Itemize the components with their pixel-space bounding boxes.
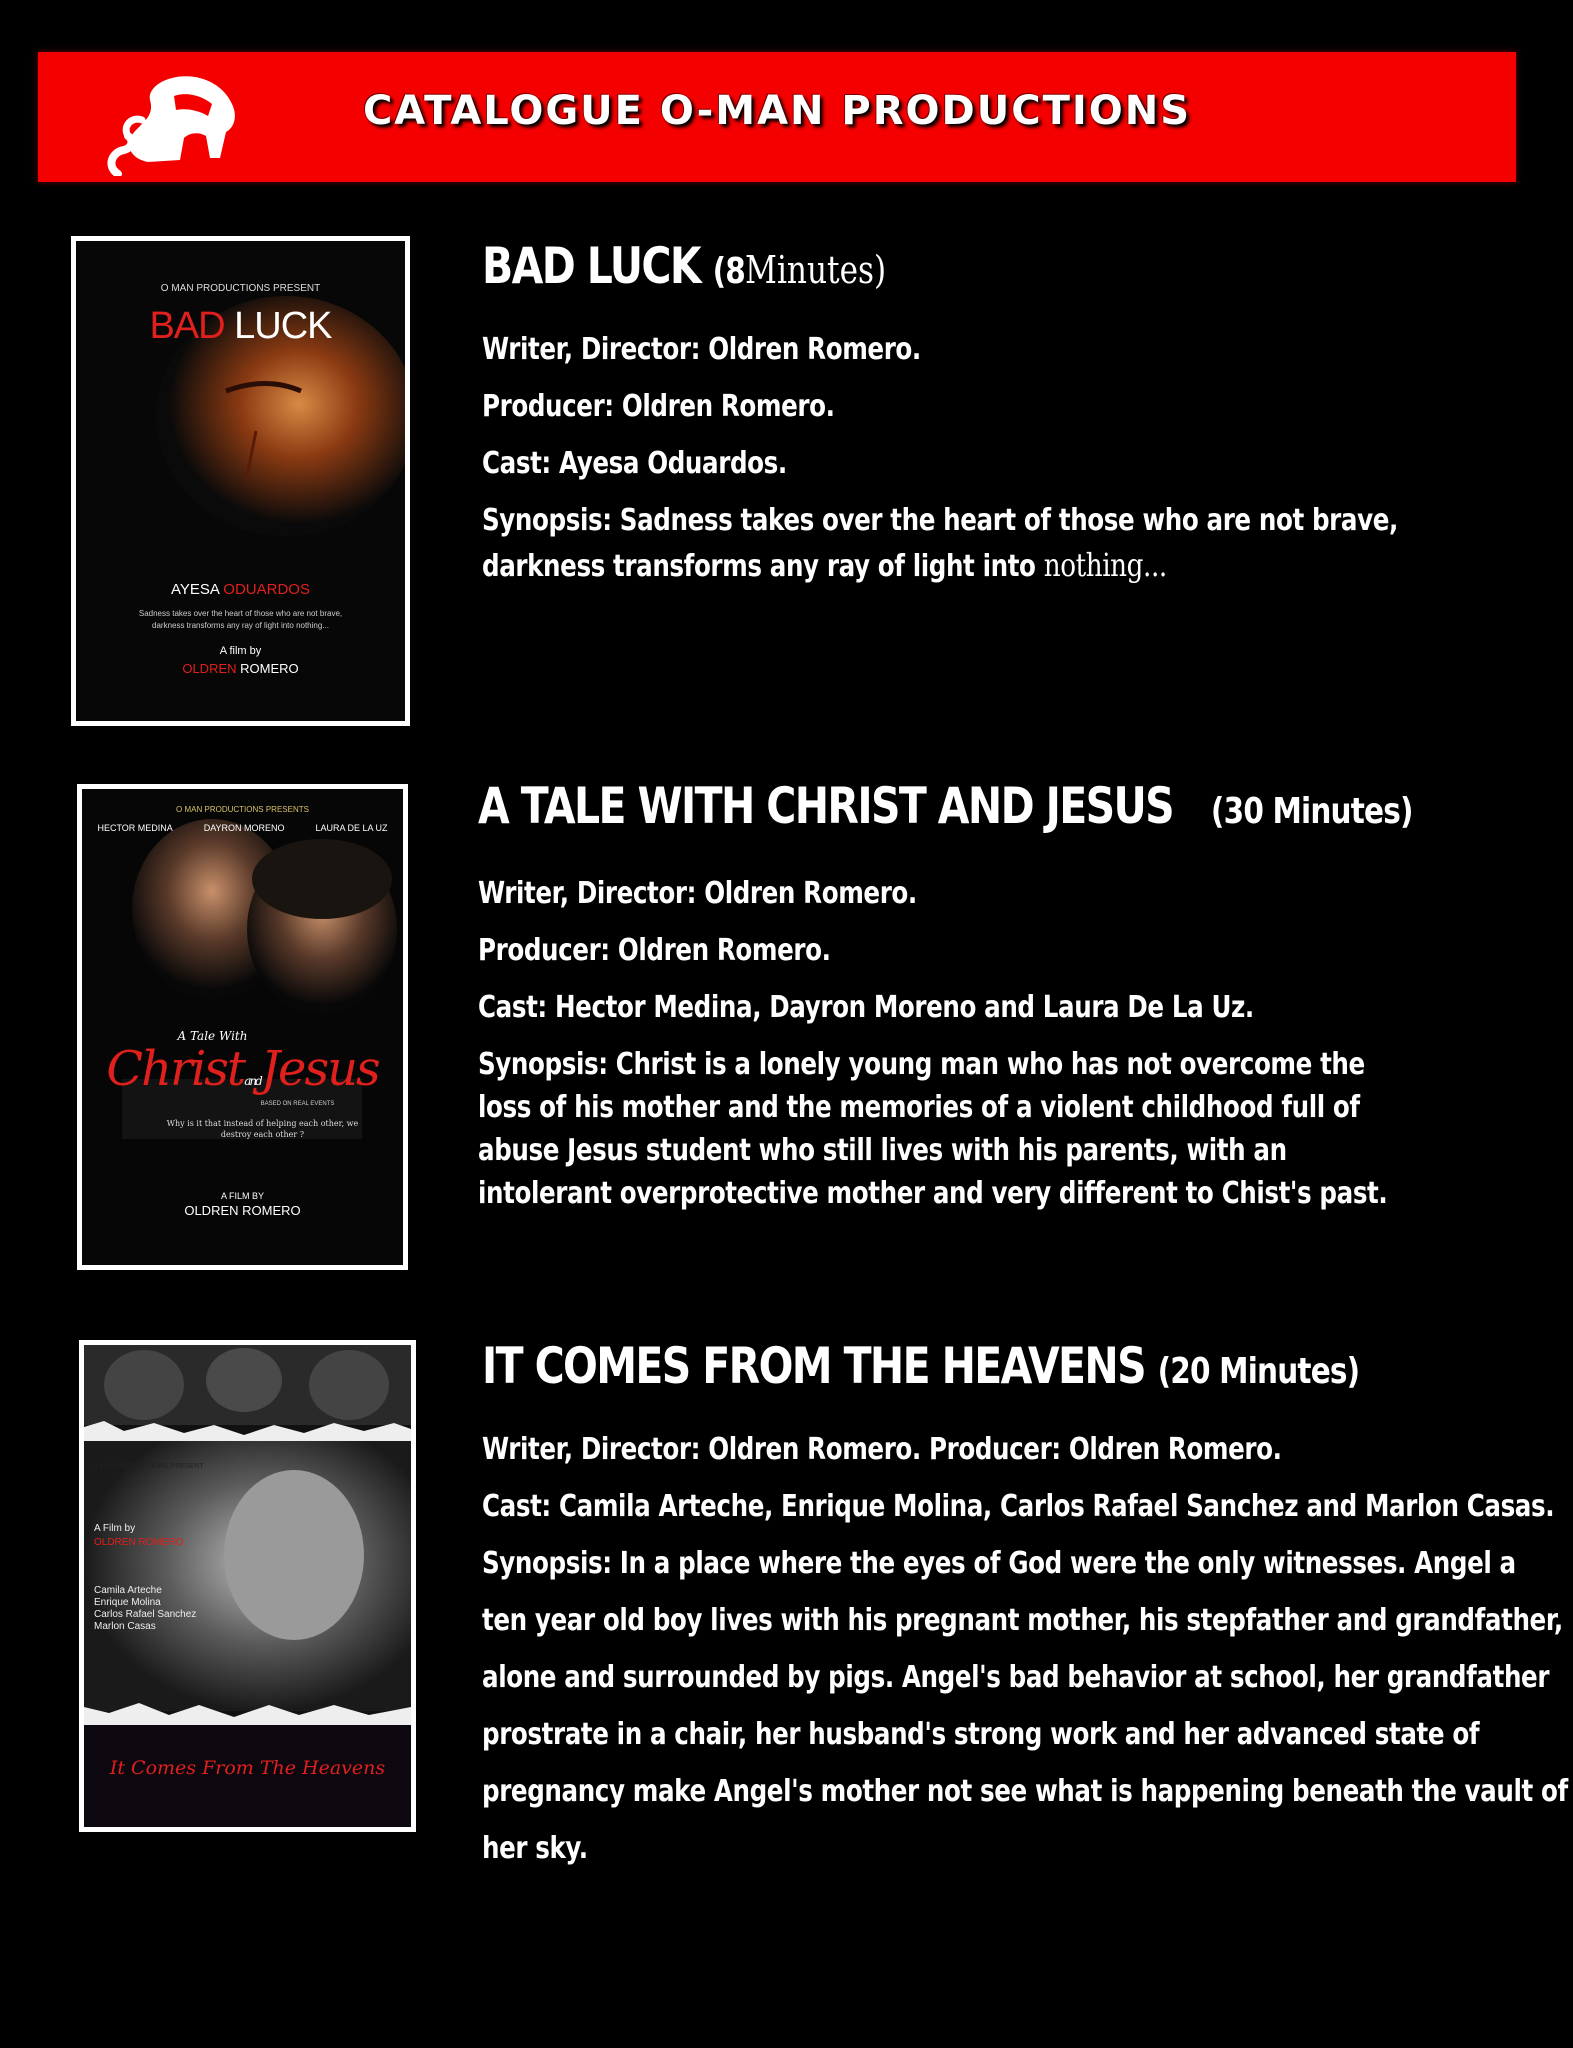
writer-director: Writer, Director: Oldren Romero. [482,332,921,367]
poster-presenter: O MAN PRODUCTIONS PRESENT [92,1463,204,1470]
bad-luck-poster [71,236,410,726]
producer: Producer: Oldren Romero. [478,933,831,968]
poster-film-by: A film by [219,645,262,657]
poster-script-title: It Comes From The Heavens [109,1757,386,1779]
film-title: A TALE WITH CHRIST AND JESUS (30 Minutes) [478,777,1413,835]
synopsis-line-1: Synopsis: In a place where the eyes of God were the only witnesses. Angel a [482,1546,1516,1581]
catalogue-title: CATALOGUE O-MAN PRODUCTIONS [362,88,1192,134]
poster-title [76,305,405,348]
poster-director: OLDREN ROMERO [184,1203,301,1218]
synopsis-line-6: her sky. [482,1831,588,1866]
film-bad-luck [482,236,1573,584]
poster-title-white: LUCK [234,305,332,347]
writer-director-producer: Writer, Director: Oldren Romero. Producer: Oldren Romero. [482,1432,1282,1467]
synopsis-line-5: pregnancy make Angel's mother not see what is happening beneath the vault of [482,1774,1568,1809]
poster-cast: Camila Arteche Enrique Molina Carlos Rafael Sanchez Marlon Casas [94,1585,197,1632]
comes-from-heavens-poster [79,1340,416,1832]
poster-film-by: A Film by [94,1523,136,1534]
synopsis-line-1: Synopsis: Christ is a lonely young man who has not overcome the [478,1047,1365,1082]
synopsis-line-2: ten year old boy lives with his pregnant mother, his stepfather and grandfather, [482,1603,1563,1638]
poster-title-red: BAD [149,305,225,347]
poster-presenter: O MAN PRODUCTIONS PRESENT [160,283,321,294]
writer-director: Writer, Director: Oldren Romero. [478,876,917,911]
poster-presenter: O MAN PRODUCTIONS PRESENTS [176,805,309,814]
cast: Cast: Camila Arteche, Enrique Molina, Carlos Rafael Sanchez and Marlon Casas. [482,1489,1555,1524]
synopsis-line-3: alone and surrounded by pigs. Angel's bad behavior at school, her grandfather [482,1660,1550,1695]
poster-tagline-2: destroy each other ? [220,1130,305,1139]
poster-director: OLDREN ROMERO [182,661,299,676]
cast: Cast: Ayesa Oduardos. [482,446,787,481]
poster-script-title: ChristandJesus [106,1041,379,1097]
poster-actor: AYESA ODUARDOS [171,581,310,598]
cast: Cast: Hector Medina, Dayron Moreno and Laura De La Uz. [478,990,1254,1025]
synopsis-line-4: prostrate in a chair, her husband's strong work and her advanced state of [482,1717,1480,1752]
tale-christ-jesus-poster [77,784,408,1270]
synopsis-line-3: abuse Jesus student who still lives with his parents, with an [478,1133,1287,1168]
poster-tagline-1: Why is it that instead of helping each other, we [166,1119,359,1128]
synopsis-line-1: Synopsis: Sadness takes over the heart of those who are not brave, [482,503,1398,538]
poster-film-by: A FILM BY [220,1191,264,1201]
poster-tagline-1: Sadness takes over the heart of those who are not brave, [138,609,343,618]
synopsis-line-2: darkness transforms any ray of light into nothing... [482,546,1167,584]
poster-cast: HECTOR MEDINA DAYRON MORENO LAURA DE LA UZ [97,823,388,833]
film-title: IT COMES FROM THE HEAVENS (20 Minutes) [482,1337,1360,1395]
film-comes-from-heavens [482,1336,1573,1866]
poster-tagline-2: darkness transforms any ray of light into nothing... [152,621,329,630]
synopsis-line-4: intolerant overprotective mother and very different to Chist's past. [478,1176,1388,1211]
film-tale-christ-jesus [478,776,1573,1211]
producer: Producer: Oldren Romero. [482,389,835,424]
poster-script-small: A Tale With [177,1029,248,1043]
film-title: BAD LUCK (8Minutes) [482,237,887,295]
header-banner [38,52,1516,182]
poster-director: OLDREN ROMERO [94,1537,184,1548]
poster-based: BASED ON REAL EVENTS [260,1101,335,1107]
synopsis-line-2: loss of his mother and the memories of a violent childhood full of [478,1090,1360,1125]
